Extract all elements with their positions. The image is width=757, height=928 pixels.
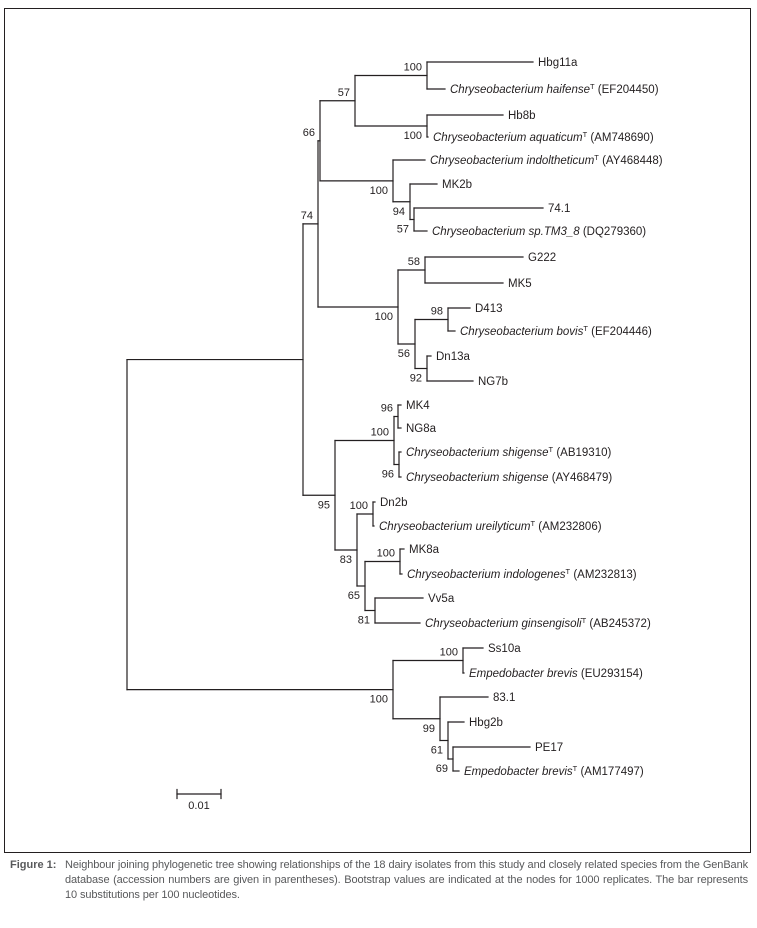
taxon-label: NG7b — [478, 376, 509, 388]
taxon-label: Chryseobacterium aquaticum$^T$ (AM748690) — [433, 130, 654, 144]
taxon-label: Chryseobacterium indoltheticum$^T$ (AY468448) — [430, 153, 663, 167]
bootstrap-value: 96 — [381, 468, 394, 481]
scale-bar — [177, 790, 221, 799]
bootstrap-value: 83 — [339, 554, 352, 566]
bootstrap-value: 61 — [430, 744, 443, 757]
taxon-label: Vv5a — [428, 593, 455, 605]
taxon-label: Dn2b — [380, 497, 408, 509]
bootstrap-value: 69 — [435, 763, 448, 775]
taxon-label: Chryseobacterium shigense (AY468479) — [406, 472, 613, 484]
bootstrap-value: 95 — [317, 499, 330, 512]
taxon-label: Chryseobacterium indologenes$^T$ (AM232813) — [407, 567, 637, 581]
tree-branches — [127, 62, 543, 771]
bootstrap-value: 66 — [302, 126, 315, 139]
taxon-label: MK4 — [406, 400, 430, 412]
bootstrap-value: 100 — [403, 130, 422, 142]
bootstrap-value: 58 — [407, 256, 420, 268]
taxon-label: Chryseobacterium haifense$^T$ (EF204450) — [450, 82, 659, 96]
bootstrap-value: 81 — [357, 614, 370, 627]
taxon-label: G222 — [528, 252, 557, 264]
bootstrap-value: 100 — [374, 311, 393, 323]
bootstrap-value: 99 — [422, 722, 435, 735]
taxon-label: 74.1 — [548, 203, 571, 215]
taxon-label: Hb8b — [508, 110, 536, 122]
bootstrap-value: 98 — [430, 305, 443, 318]
taxon-label: Empedobacter brevis (EU293154) — [469, 668, 643, 680]
bootstrap-value: 56 — [397, 348, 410, 360]
bootstrap-value: 74 — [300, 209, 313, 222]
taxon-label: Chryseobacterium sp.TM3_8 (DQ279360) — [432, 226, 647, 238]
bootstrap-value: 96 — [380, 402, 393, 415]
taxon-label: Chryseobacterium bovis$^T$ (EF204446) — [460, 324, 652, 338]
taxon-label: Dn13a — [436, 351, 470, 363]
figure-caption-text: Neighbour joining phylogenetic tree showing relationships of the 18 dairy isolates from this study and closely related species from the GenBank database (accession numbers are given in parentheses). Bootstrap values are indicated at the nodes for 1000 replicates. The bar represents 10 substitutions per 100 nucleotides. — [65, 859, 748, 901]
bootstrap-value: 94 — [392, 205, 405, 218]
figure-caption-label: Figure 1: — [10, 859, 57, 871]
taxon-label: Empedobacter brevis$^T$ (AM177497) — [464, 764, 644, 778]
bootstrap-value: 100 — [403, 61, 422, 74]
taxon-label: Hbg2b — [469, 717, 503, 729]
bootstrap-value: 92 — [409, 372, 422, 385]
taxon-label: Chryseobacterium ginsengisoli$^T$ (AB245372) — [425, 616, 651, 630]
taxon-label: MK2b — [442, 179, 473, 191]
figure-caption — [10, 858, 748, 903]
taxon-label: PE17 — [535, 742, 564, 754]
scale-bar-label: 0.01 — [188, 800, 210, 812]
taxon-label: 83.1 — [493, 692, 516, 704]
bootstrap-value: 100 — [369, 184, 388, 197]
bootstrap-value: 100 — [370, 426, 389, 439]
bootstrap-value: 65 — [347, 590, 360, 602]
taxon-label: Chryseobacterium shigense$^T$ (AB19310) — [406, 445, 612, 459]
taxon-label: Hbg11a — [538, 57, 578, 69]
bootstrap-value: 100 — [369, 693, 388, 706]
taxon-label: Chryseobacterium ureilyticum$^T$ (AM232806) — [379, 519, 602, 533]
taxon-label: D413 — [475, 303, 503, 315]
bootstrap-value: 100 — [439, 646, 458, 659]
taxon-label: MK5 — [508, 278, 532, 290]
taxon-label: Ss10a — [488, 643, 521, 655]
bootstrap-value: 57 — [396, 223, 409, 236]
taxon-label: NG8a — [406, 423, 437, 435]
taxon-label: MK8a — [409, 544, 440, 556]
bootstrap-value: 100 — [376, 547, 395, 560]
bootstrap-value: 100 — [349, 500, 368, 512]
bootstrap-value: 57 — [337, 86, 350, 99]
